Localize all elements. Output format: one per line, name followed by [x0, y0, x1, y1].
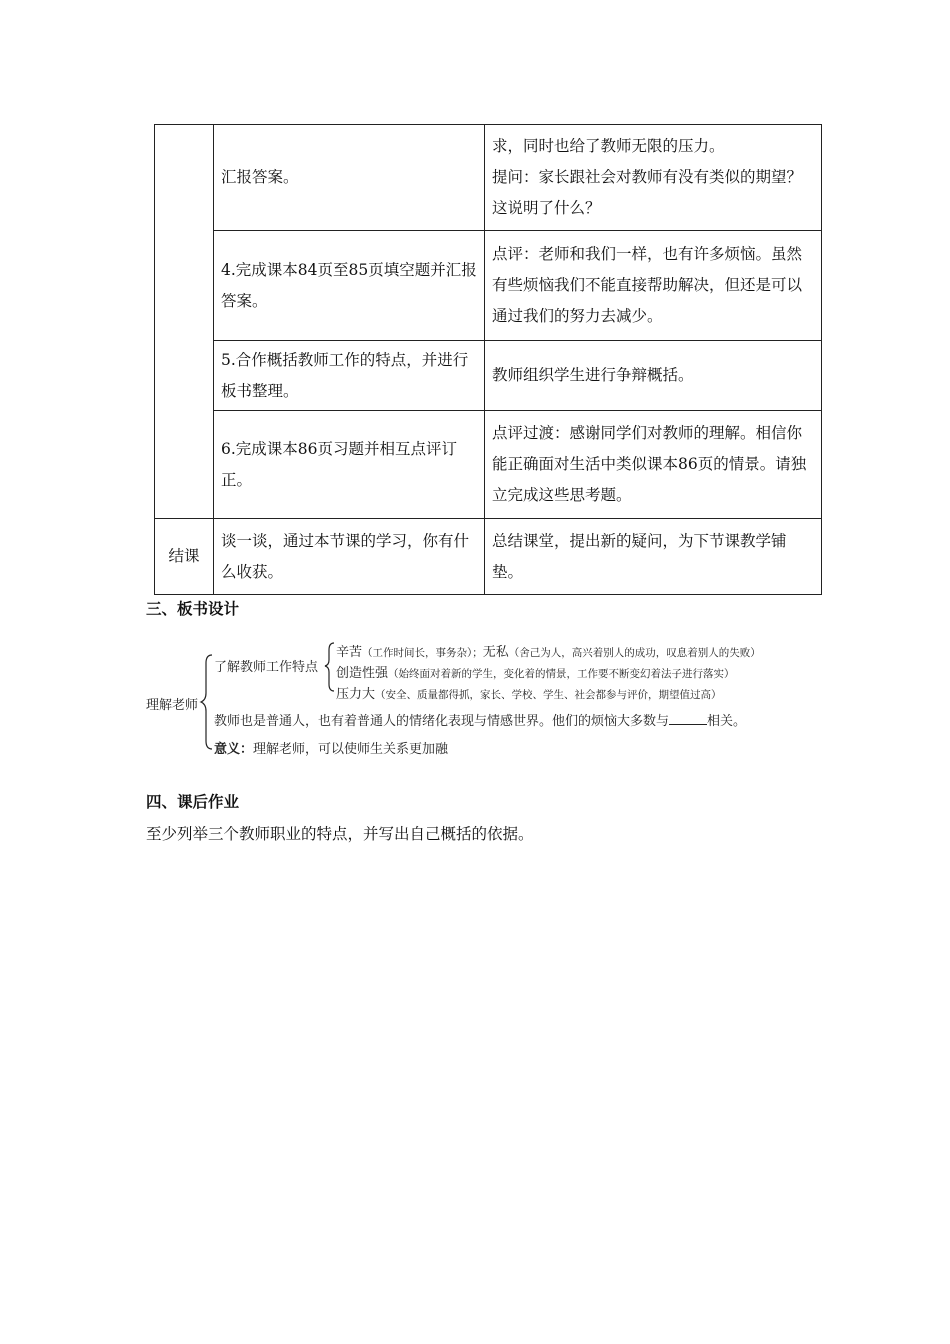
- feature-note: （安全、质量都得抓，家长、学校、学生、社会都参与评价，期望值过高）: [375, 689, 722, 701]
- board-branch-features: 了解教师工作特点: [214, 660, 319, 675]
- board-root: 理解老师: [146, 698, 199, 713]
- branch-label: 意义：: [214, 742, 254, 757]
- feature-label: 辛苦: [336, 645, 363, 660]
- teacher-activity-cell: [485, 125, 822, 231]
- feature-label: 无私: [482, 645, 509, 660]
- teacher-activity-cell: [485, 411, 822, 519]
- table-row: [155, 125, 822, 231]
- cell-text: 4.完成课本84页至85页填空题并汇报答案。: [221, 260, 477, 310]
- section-heading: 三、板书设计: [146, 600, 240, 618]
- student-activity-cell: [214, 411, 485, 519]
- branch-text: 教师也是普通人，也有着普通人的情绪化表现与情感世界。他们的烦恼大多数与: [214, 714, 670, 729]
- cell-text: 点评：老师和我们一样，也有许多烦恼。虽然有些烦恼我们不能直接帮助解决，但还是可以通过我们的努力去减少。: [492, 245, 803, 325]
- board-branch-ordinary: [214, 710, 746, 729]
- feature-label: 压力大: [336, 687, 376, 702]
- feature-note: （工作时间长，事务杂）；: [362, 647, 483, 659]
- table-row: [155, 411, 822, 519]
- lesson-table: [154, 124, 822, 595]
- branch-text: 相关。: [707, 714, 747, 729]
- cell-text: 结课: [168, 547, 200, 565]
- homework-text: 至少列举三个教师职业的特点，并写出自己概括的依据。: [146, 825, 534, 843]
- feature-note: （舍己为人，高兴着别人的成功，叹息着别人的失败）: [508, 647, 761, 659]
- table-row: [155, 231, 822, 341]
- stage-cell: [155, 519, 214, 595]
- cell-text: 谈一谈，通过本节课的学习，你有什么收获。: [221, 531, 470, 581]
- feature-item: [336, 683, 722, 702]
- cell-text: 总结课堂，提出新的疑问，为下节课教学铺垫。: [492, 531, 787, 581]
- cell-text: 点评过渡：感谢同学们对教师的理解。相信你能正确面对生活中类似课本86页的情景。请独立完成这些思考题。: [492, 424, 807, 504]
- cell-text: 教师组织学生进行争辩概括。: [492, 366, 694, 384]
- cell-text: 求，同时也给了教师无限的压力。: [492, 137, 725, 155]
- student-activity-cell: [214, 519, 485, 595]
- student-activity-cell: [214, 125, 485, 231]
- cell-text: 6.完成课本86页习题并相互点评订正。: [221, 439, 458, 489]
- table-row: [155, 519, 822, 595]
- student-activity-cell: [214, 341, 485, 411]
- board-branch-meaning: [214, 738, 448, 757]
- feature-item: [336, 641, 761, 660]
- teacher-activity-cell: [485, 519, 822, 595]
- teacher-activity-cell: [485, 341, 822, 411]
- cell-text: 5.合作概括教师工作的特点，并进行板书整理。: [221, 350, 469, 400]
- branch-text: 理解老师，可以使师生关系更加融: [253, 742, 449, 757]
- board-design-diagram: [146, 638, 826, 763]
- fill-blank: [669, 712, 707, 725]
- cell-text: 汇报答案。: [221, 168, 299, 186]
- table-row: [155, 341, 822, 411]
- feature-label: 创造性强: [336, 666, 389, 681]
- stage-cell: [155, 125, 214, 519]
- cell-text: 提问：家长跟社会对教师有没有类似的期望？这说明了什么？: [492, 168, 803, 217]
- section-heading: 四、课后作业: [146, 793, 240, 811]
- teacher-activity-cell: [485, 231, 822, 341]
- student-activity-cell: [214, 231, 485, 341]
- feature-item: [336, 662, 735, 681]
- feature-note: （始终面对着新的学生，变化着的情景，工作要不断变幻着法子进行落实）: [388, 668, 735, 680]
